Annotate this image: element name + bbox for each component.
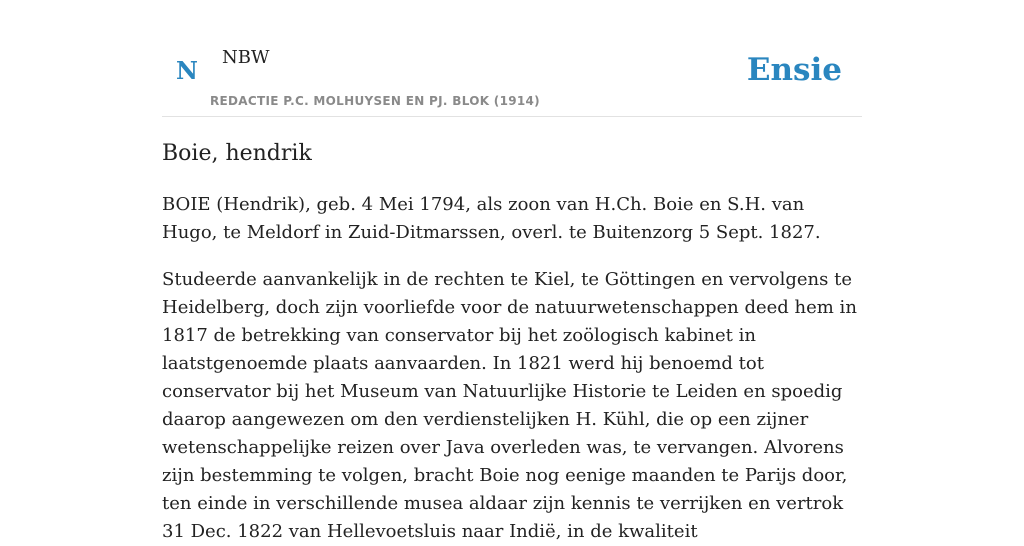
article-title: Boie, hendrik <box>162 141 312 166</box>
source-name[interactable]: NBW <box>222 47 270 68</box>
source-subtitle: REDACTIE P.C. MOLHUYSEN EN PJ. BLOK (1914) <box>210 94 540 108</box>
article-paragraph: BOIE (Hendrik), geb. 4 Mei 1794, als zoon van H.Ch. Boie en S.H. van Hugo, te Meldorf in Zuid-Ditmarssen, overl. te Buitenzorg 5 Sept. 1827. <box>162 194 821 243</box>
source-logo[interactable]: N <box>176 56 198 85</box>
source-header <box>162 0 862 117</box>
article <box>162 138 862 546</box>
brand-logo[interactable]: Ensie <box>746 52 842 88</box>
article-paragraph: Studeerde aanvankelijk in de rechten te Kiel, te Göttingen en vervolgens te Heidelberg, doch zijn voorliefde voor de natuurwetenschappen deed hem in 1817 de betrekking van conservator bij het zoölogisch kabinet in laatstgenoemde plaats aanvaarden. In 1821 werd hij benoemd tot conservator bij het Museum van Natuurlijke Historie te Leiden en spoedig daarop aangewezen om den verdienstelijken H. Kühl, die op een zijner wetenschappelijke reizen over Java overleden was, te vervangen. Alvorens zijn bestemming te volgen, bracht Boie nog eenige maanden te Parijs door, ten einde in verschillende musea aldaar zijn kennis te verrijken en vertrok 31 Dec. 1822 van Hellevoetsluis naar Indië, in de kwaliteit <box>162 269 857 542</box>
